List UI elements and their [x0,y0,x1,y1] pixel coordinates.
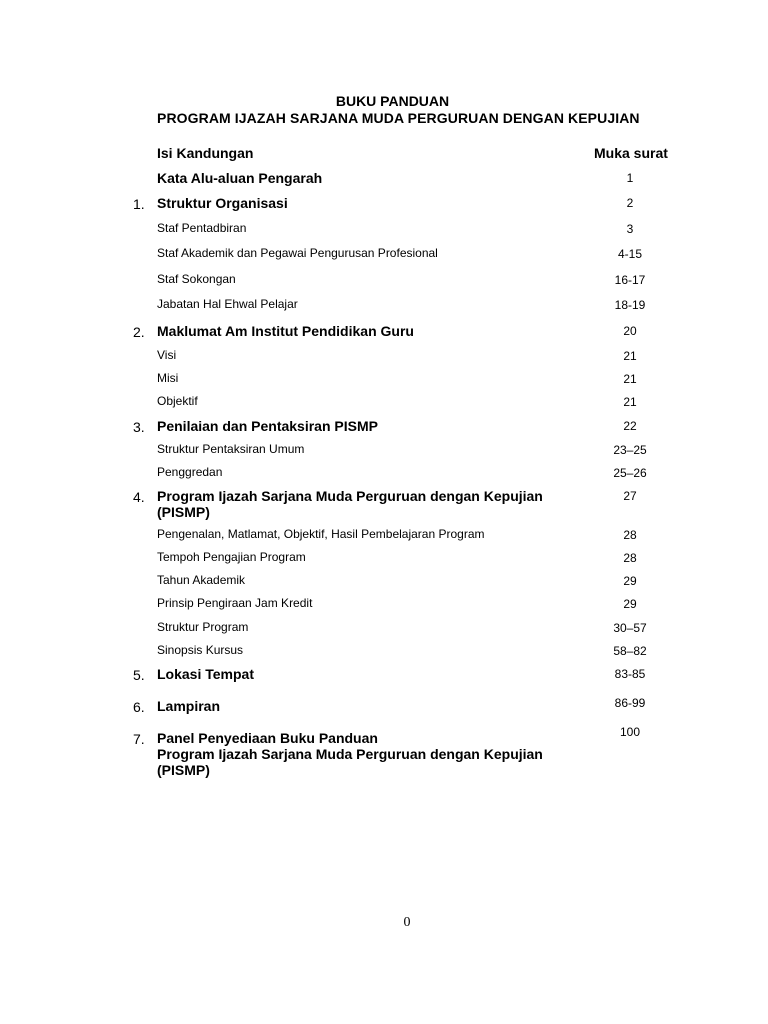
toc-subsection-title: Staf Pentadbiran [157,221,247,235]
toc-page-number: 22 [623,419,637,433]
toc-section-title: Lampiran [157,698,221,714]
toc-entry-number: 7. [133,731,145,747]
toc-subsection-title: Jabatan Hal Ehwal Pelajar [157,297,298,311]
toc-page-number: 21 [623,349,637,363]
toc-page-number: 28 [623,551,637,565]
page-number: 0 [403,915,411,930]
toc-subsection-title: Misi [157,371,179,385]
toc-page-number: 83-85 [614,667,646,681]
toc-page-number: 29 [623,597,637,611]
toc-entry-number: 6. [133,699,145,715]
toc-page-number: 21 [623,372,637,386]
toc-page-number: 25–26 [613,466,647,480]
toc-subsection-title: Struktur Pentaksiran Umum [157,442,305,456]
toc-page-number: 3 [626,222,634,236]
toc-entry-number: 2. [133,324,145,340]
toc-section-title: Lokasi Tempat [157,666,254,682]
toc-entry-number: 3. [133,419,145,435]
document-title: BUKU PANDUAN [335,93,450,109]
toc-page-number: 4-15 [617,247,643,261]
toc-page-number: 27 [623,489,637,503]
toc-subsection-title: Penggredan [157,465,223,479]
page-column-header: Muka surat [594,145,668,161]
toc-page-number: 29 [623,574,637,588]
toc-page-number: 2 [626,196,634,210]
toc-header: Isi Kandungan [157,145,254,161]
toc-subsection-title: Tempoh Pengajian Program [157,550,306,564]
toc-subsection-title: Sinopsis Kursus [157,643,244,657]
toc-page-number: 18-19 [614,298,646,312]
toc-section-title: Struktur Organisasi [157,195,288,211]
toc-subsection-title: Prinsip Pengiraan Jam Kredit [157,596,313,610]
toc-subsection-title: Objektif [157,394,198,408]
toc-subsection-title: Visi [157,348,177,362]
toc-page-number: 23–25 [613,443,647,457]
toc-page-number: 21 [623,395,637,409]
document-subtitle: PROGRAM IJAZAH SARJANA MUDA PERGURUAN DENGAN KEPUJIAN [157,110,640,126]
toc-section-title: Panel Penyediaan Buku Panduan Program Ijazah Sarjana Muda Perguruan dengan Kepujian (PISMP) [157,730,543,778]
toc-section-title: Penilaian dan Pentaksiran PISMP [157,418,378,434]
toc-page-number: 20 [623,324,637,338]
toc-page-number: 1 [626,171,634,185]
toc-section-title: Program Ijazah Sarjana Muda Perguruan dengan Kepujian (PISMP) [157,488,543,520]
toc-subsection-title: Tahun Akademik [157,573,246,587]
toc-subsection-title: Staf Akademik dan Pegawai Pengurusan Profesional [157,246,438,260]
toc-page-number: 16-17 [614,273,646,287]
toc-page-number: 100 [619,725,641,739]
toc-section-title: Maklumat Am Institut Pendidikan Guru [157,323,414,339]
toc-page-number: 58–82 [613,644,647,658]
toc-entry-number: 1. [133,196,145,212]
toc-page-number: 28 [623,528,637,542]
toc-section-title: Kata Alu-aluan Pengarah [157,170,323,186]
toc-page-number: 30–57 [613,621,647,635]
toc-subsection-title: Pengenalan, Matlamat, Objektif, Hasil Pembelajaran Program [157,527,485,541]
toc-subsection-title: Struktur Program [157,620,249,634]
toc-entry-number: 5. [133,667,145,683]
toc-entry-number: 4. [133,489,145,505]
toc-page-number: 86-99 [614,696,646,710]
toc-subsection-title: Staf Sokongan [157,272,236,286]
